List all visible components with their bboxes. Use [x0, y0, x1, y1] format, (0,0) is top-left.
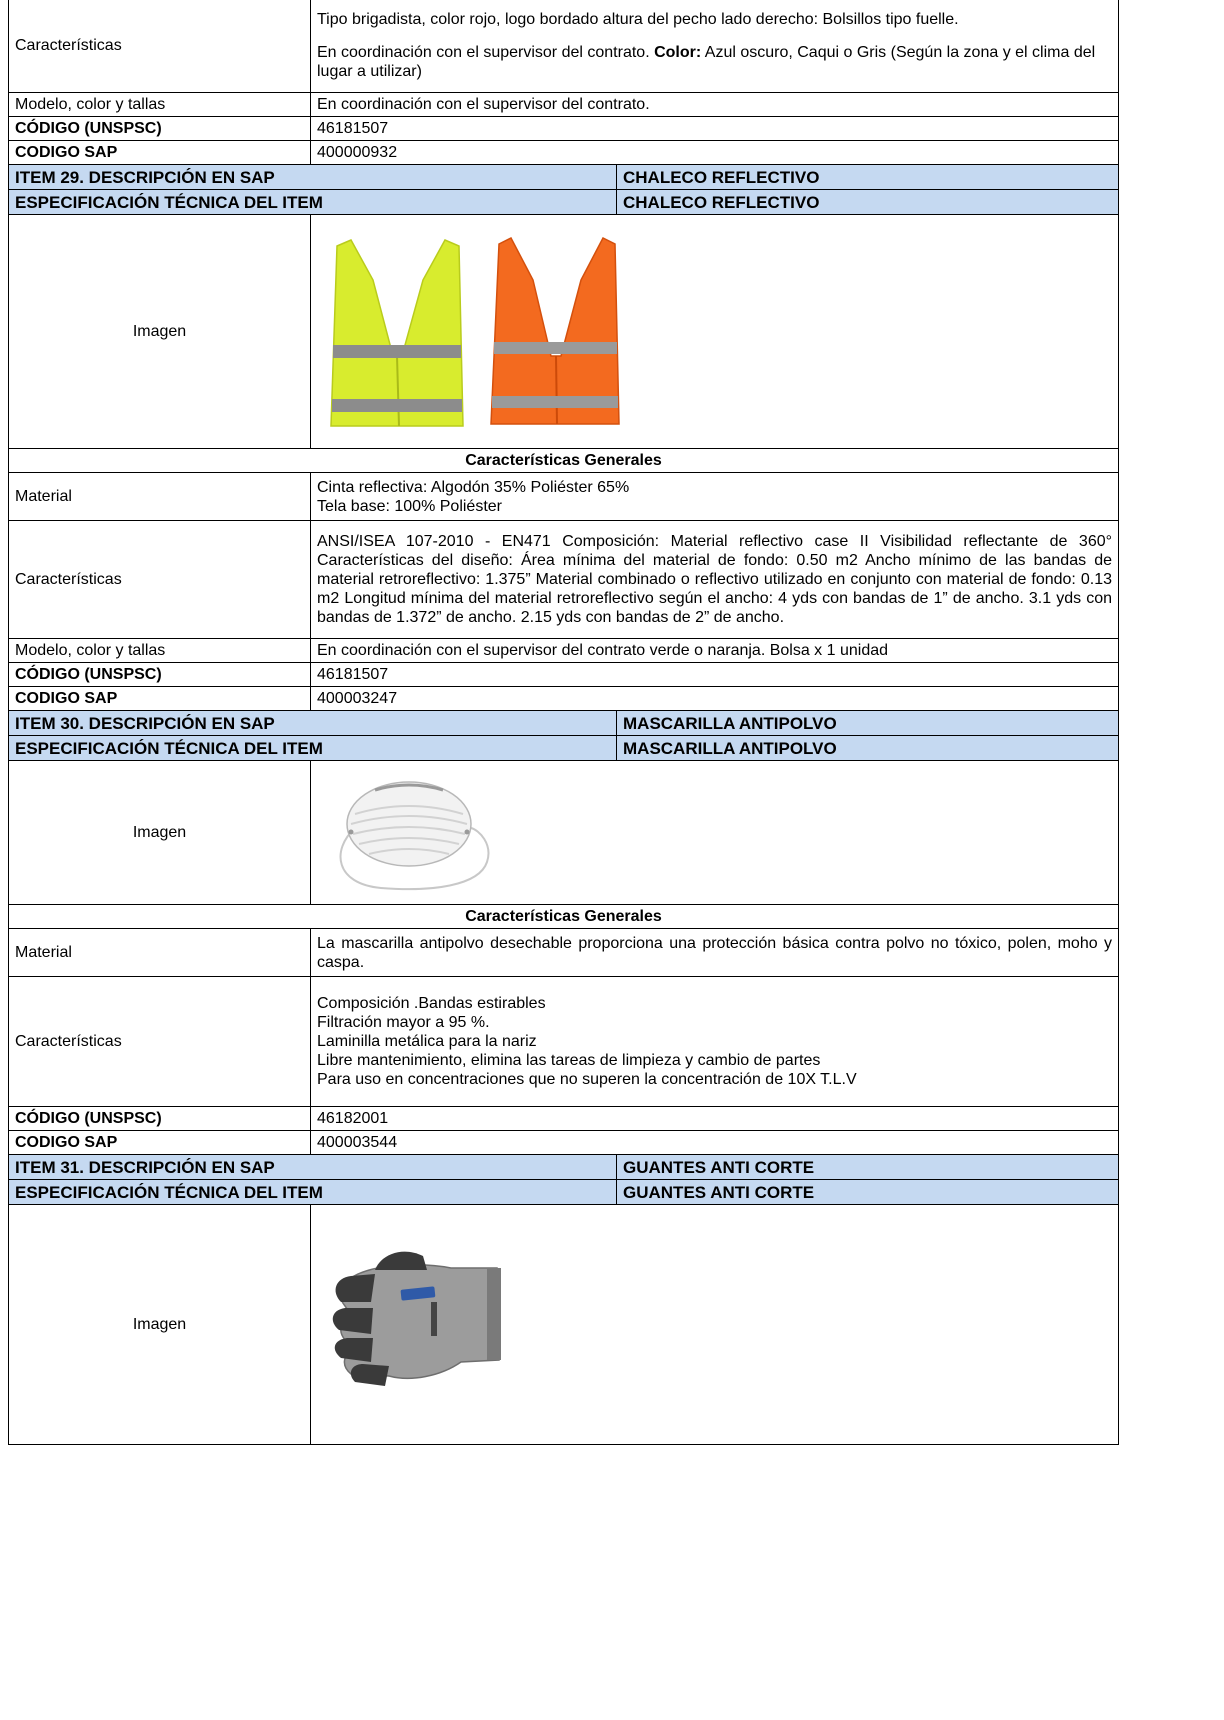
dust-mask-image: [311, 762, 1119, 904]
glove-image: [311, 1206, 1119, 1444]
model-value: En coordinación con el supervisor del contrato.: [311, 93, 1119, 117]
item29-model-label: Modelo, color y tallas: [9, 639, 311, 663]
item30-unspsc-value: 46182001: [311, 1107, 1119, 1131]
item30-image-row: [9, 761, 1119, 905]
item31-image-cell: [311, 1205, 1119, 1445]
sap-label: CODIGO SAP: [9, 141, 311, 165]
item29-model-value: En coordinación con el supervisor del contrato verde o naranja. Bolsa x 1 unidad: [311, 639, 1119, 663]
item30-sap-label: CODIGO SAP: [9, 1131, 311, 1155]
item29-spec-label: ESPECIFICACIÓN TÉCNICA DEL ITEM: [9, 190, 617, 215]
item30-image-cell: [311, 761, 1119, 905]
item31-spec-value: GUANTES ANTI CORTE: [617, 1180, 1119, 1205]
unspsc-label: CÓDIGO (UNSPSC): [9, 117, 311, 141]
item29-unspsc-value: 46181507: [311, 663, 1119, 687]
item29-general-heading: Características Generales: [9, 449, 1119, 473]
item29-desc-row: [9, 165, 1119, 190]
item29-sap-label: CODIGO SAP: [9, 687, 311, 711]
item30-unspsc-label: CÓDIGO (UNSPSC): [9, 1107, 311, 1131]
caracteristicas-line2-pre: En coordinación con el supervisor del contrato.: [317, 44, 650, 61]
caracteristicas-value: [311, 0, 1119, 93]
item30-caracteristicas-line: Libre mantenimiento, elimina las tareas de limpieza y cambio de partes: [317, 1052, 821, 1069]
dust-mask-icon: [341, 782, 489, 889]
item30-desc-row: [9, 711, 1119, 736]
item29-unspsc-row: [9, 663, 1119, 687]
item29-sap-value: 400003247: [311, 687, 1119, 711]
item30-spec-value: MASCARILLA ANTIPOLVO: [617, 736, 1119, 761]
item30-general-heading: Características Generales: [9, 905, 1119, 929]
item29-unspsc-label: CÓDIGO (UNSPSC): [9, 663, 311, 687]
item30-image-label: Imagen: [9, 761, 311, 905]
item31-desc-label: ITEM 31. DESCRIPCIÓN EN SAP: [9, 1155, 617, 1180]
caracteristicas-line2: [317, 43, 1112, 81]
item29-material-line: Cinta reflectiva: Algodón 35% Poliéster 65%: [317, 478, 630, 496]
item29-caracteristicas-row: [9, 521, 1119, 639]
caracteristicas-line2-post: Azul oscuro, Caqui o Gris (Según la zona y el clima del lugar a utilizar): [317, 44, 1096, 80]
item29-general-row: [9, 449, 1119, 473]
item29-caracteristicas-label: Características: [9, 521, 311, 639]
vest-images: [311, 216, 1119, 448]
item31-spec-row: [9, 1180, 1119, 1205]
item30-caracteristicas-line: Filtración mayor a 95 %.: [317, 1014, 490, 1031]
item30-caracteristicas-line: Para uso en concentraciones que no superen la concentración de 10X T.L.V: [317, 1071, 857, 1088]
row-caracteristicas-top: [9, 0, 1119, 93]
item29-material-row: [9, 473, 1119, 521]
item29-sap-row: [9, 687, 1119, 711]
unspsc-value: 46181507: [311, 117, 1119, 141]
item29-material-value: [311, 473, 1119, 521]
spec-table: [8, 0, 1119, 1445]
cut-resistant-glove-icon: [333, 1251, 501, 1385]
item31-image-label: Imagen: [9, 1205, 311, 1445]
caracteristicas-color-label: Color:: [654, 44, 702, 61]
item30-caracteristicas-line: Laminilla metálica para la nariz: [317, 1033, 537, 1050]
item30-material-label: Material: [9, 929, 311, 977]
item30-caracteristicas-line: Composición .Bandas estirables: [317, 995, 546, 1012]
orange-vest-icon: [491, 238, 619, 424]
item29-desc-label: ITEM 29. DESCRIPCIÓN EN SAP: [9, 165, 617, 190]
item30-caracteristicas-label: Características: [9, 977, 311, 1107]
item30-unspsc-row: [9, 1107, 1119, 1131]
spec-document: [8, 0, 1118, 1445]
item30-desc-value: MASCARILLA ANTIPOLVO: [617, 711, 1119, 736]
caracteristicas-label: Características: [9, 0, 311, 93]
item31-spec-label: ESPECIFICACIÓN TÉCNICA DEL ITEM: [9, 1180, 617, 1205]
row-sap-top: [9, 141, 1119, 165]
item30-sap-value: 400003544: [311, 1131, 1119, 1155]
item30-caracteristicas-row: [9, 977, 1119, 1107]
item30-material-value: La mascarilla antipolvo desechable proporciona una protección básica contra polvo no tóxico, polen, moho y caspa.: [311, 929, 1119, 977]
item29-image-cell: [311, 215, 1119, 449]
item29-caracteristicas-value: ANSI/ISEA 107-2010 - EN471 Composición: Material reflectivo case II Visibilidad reflectante de 360° Características del diseño: Área mínima del material de fondo: 0.50 m2 Ancho mínimo de las bandas de material retroreflectivo: 1.375” Material combinado o reflectivo utilizado en conjunto con material de fondo: 0.13 m2 Longitud mínima del material retroreflectivo según el ancho: 4 yds con bandas de 1” de ancho. 3.1 yds con bandas de 1.372” de ancho. 2.15 yds con bandas de 2” de ancho.: [311, 521, 1119, 639]
item31-desc-value: GUANTES ANTI CORTE: [617, 1155, 1119, 1180]
item30-sap-row: [9, 1131, 1119, 1155]
item29-spec-row: [9, 190, 1119, 215]
model-label: Modelo, color y tallas: [9, 93, 311, 117]
row-unspsc-top: [9, 117, 1119, 141]
item30-caracteristicas-value: [311, 977, 1119, 1107]
row-model-top: [9, 93, 1119, 117]
item30-desc-label: ITEM 30. DESCRIPCIÓN EN SAP: [9, 711, 617, 736]
item29-material-line: Tela base: 100% Poliéster: [317, 497, 502, 515]
item29-spec-value: CHALECO REFLECTIVO: [617, 190, 1119, 215]
item31-desc-row: [9, 1155, 1119, 1180]
item30-material-row: [9, 929, 1119, 977]
item30-spec-row: [9, 736, 1119, 761]
item29-image-row: [9, 215, 1119, 449]
item29-desc-value: CHALECO REFLECTIVO: [617, 165, 1119, 190]
item31-image-row: [9, 1205, 1119, 1445]
yellow-vest-icon: [331, 240, 463, 426]
sap-value: 400000932: [311, 141, 1119, 165]
item29-image-label: Imagen: [9, 215, 311, 449]
item30-spec-label: ESPECIFICACIÓN TÉCNICA DEL ITEM: [9, 736, 617, 761]
item29-material-label: Material: [9, 473, 311, 521]
item29-model-row: [9, 639, 1119, 663]
caracteristicas-line1: Tipo brigadista, color rojo, logo bordado altura del pecho lado derecho: Bolsillos tipo fuelle.: [317, 11, 959, 28]
item30-general-row: [9, 905, 1119, 929]
